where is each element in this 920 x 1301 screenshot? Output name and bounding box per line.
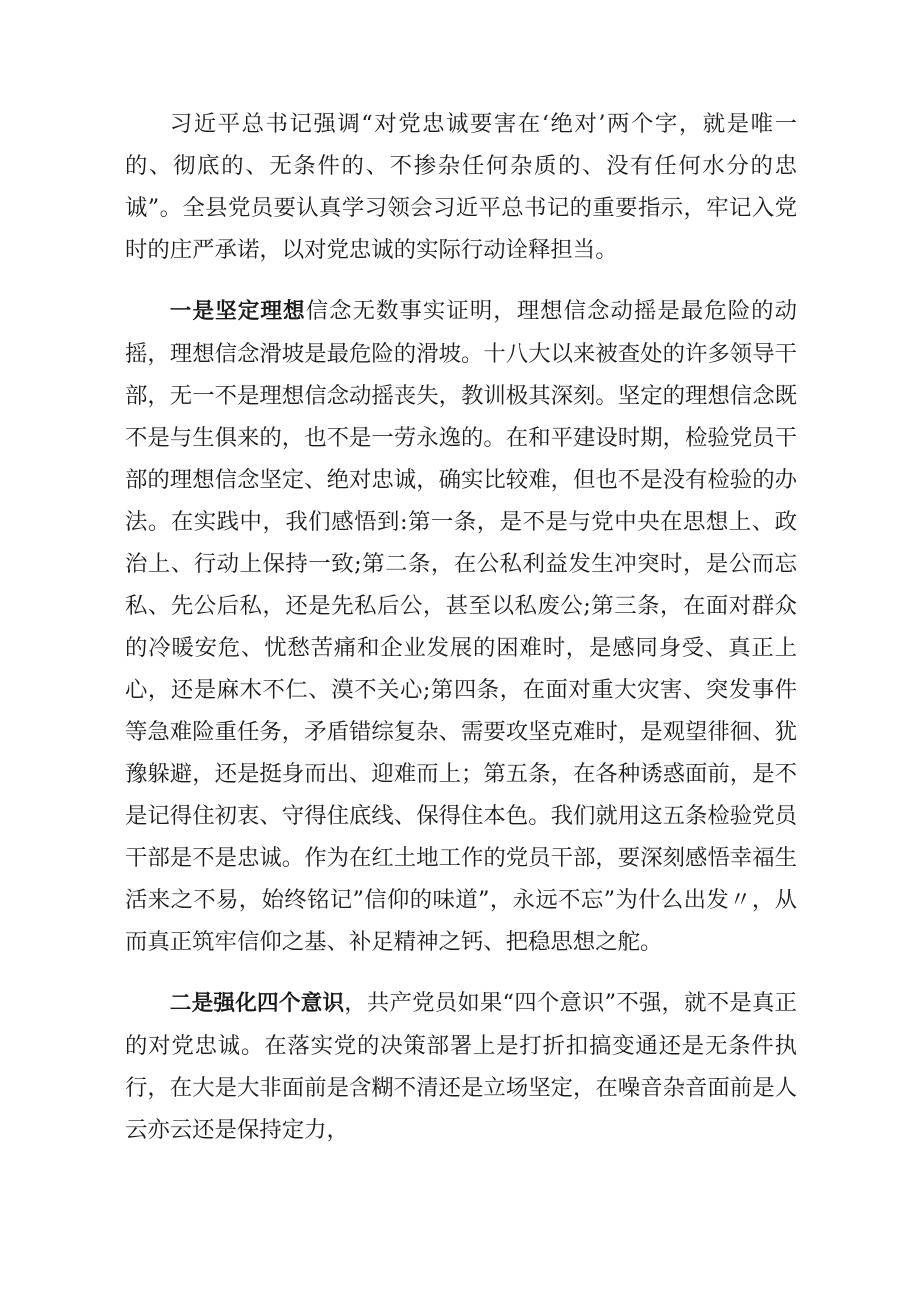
paragraph-ideals (125, 290, 797, 963)
paragraph-intro (125, 103, 797, 271)
paragraph-heading: 一是坚定理想 (169, 299, 306, 324)
paragraph-text: ，共产党员如果“四个意识”不强，就不是真正的对党忠诚。在落实党的决策部署上是打折扣搞变通还是无条件执行，在大是大非面前是含糊不清还是立场坚定，在噪音杂音面前是人云亦云还是保持定力， (125, 990, 797, 1143)
paragraph-text: 信念无数事实证明，理想信念动摇是最危险的动摇，理想信念滑坡是最危险的滑坡。十八大以来被查处的许多领导干部，无一不是理想信念动摇丧失，教训极其深刻。坚定的理想信念既不是与生俱来的，也不是一劳永逸的。在和平建设时期，检验党员干部的理想信念坚定、绝对忠诚，确实比较难，但也不是没有检验的办法。在实践中，我们感悟到:第一条，是不是与党中央在思想上、政治上、行动上保持一致;第二条，在公私利益发生冲突时，是公而忘私、先公后私，还是先私后公，甚至以私废公;第三条，在面对群众的冷暖安危、忧愁苦痛和企业发展的困难时，是感同身受、真正上心，还是麻木不仁、漠不关心;第四条，在面对重大灾害、突发事件等急难险重任务，矛盾错综复杂、需要攻坚克难时，是观望徘徊、犹豫躲避，还是挺身而出、迎难而上；第五条，在各种诱惑面前，是不是记得住初衷、守得住底线、保得住本色。我们就用这五条检验党员干部是不是忠诚。作为在红土地工作的党员干部，要深刻感悟幸福生活来之不易，始终铭记”信仰的味道”，永远不忘”为什么出发〃，从而真正筑牢信仰之基、补足精神之钙、把稳思想之舵。 (125, 298, 797, 955)
paragraph-awareness (125, 982, 797, 1151)
paragraph-heading: 二是强化四个意识 (169, 991, 345, 1016)
paragraph-text: 习近平总书记强调“对党忠诚要害在‘绝对’两个字，就是唯一的、彻底的、无条件的、不掺杂任何杂质的、没有任何水分的忠诚”。全县党员要认真学习领会习近平总书记的重要指示，牢记入党时的庄严承诺，以对党忠诚的实际行动诠释担当。 (125, 111, 797, 263)
document-body (125, 103, 797, 1170)
